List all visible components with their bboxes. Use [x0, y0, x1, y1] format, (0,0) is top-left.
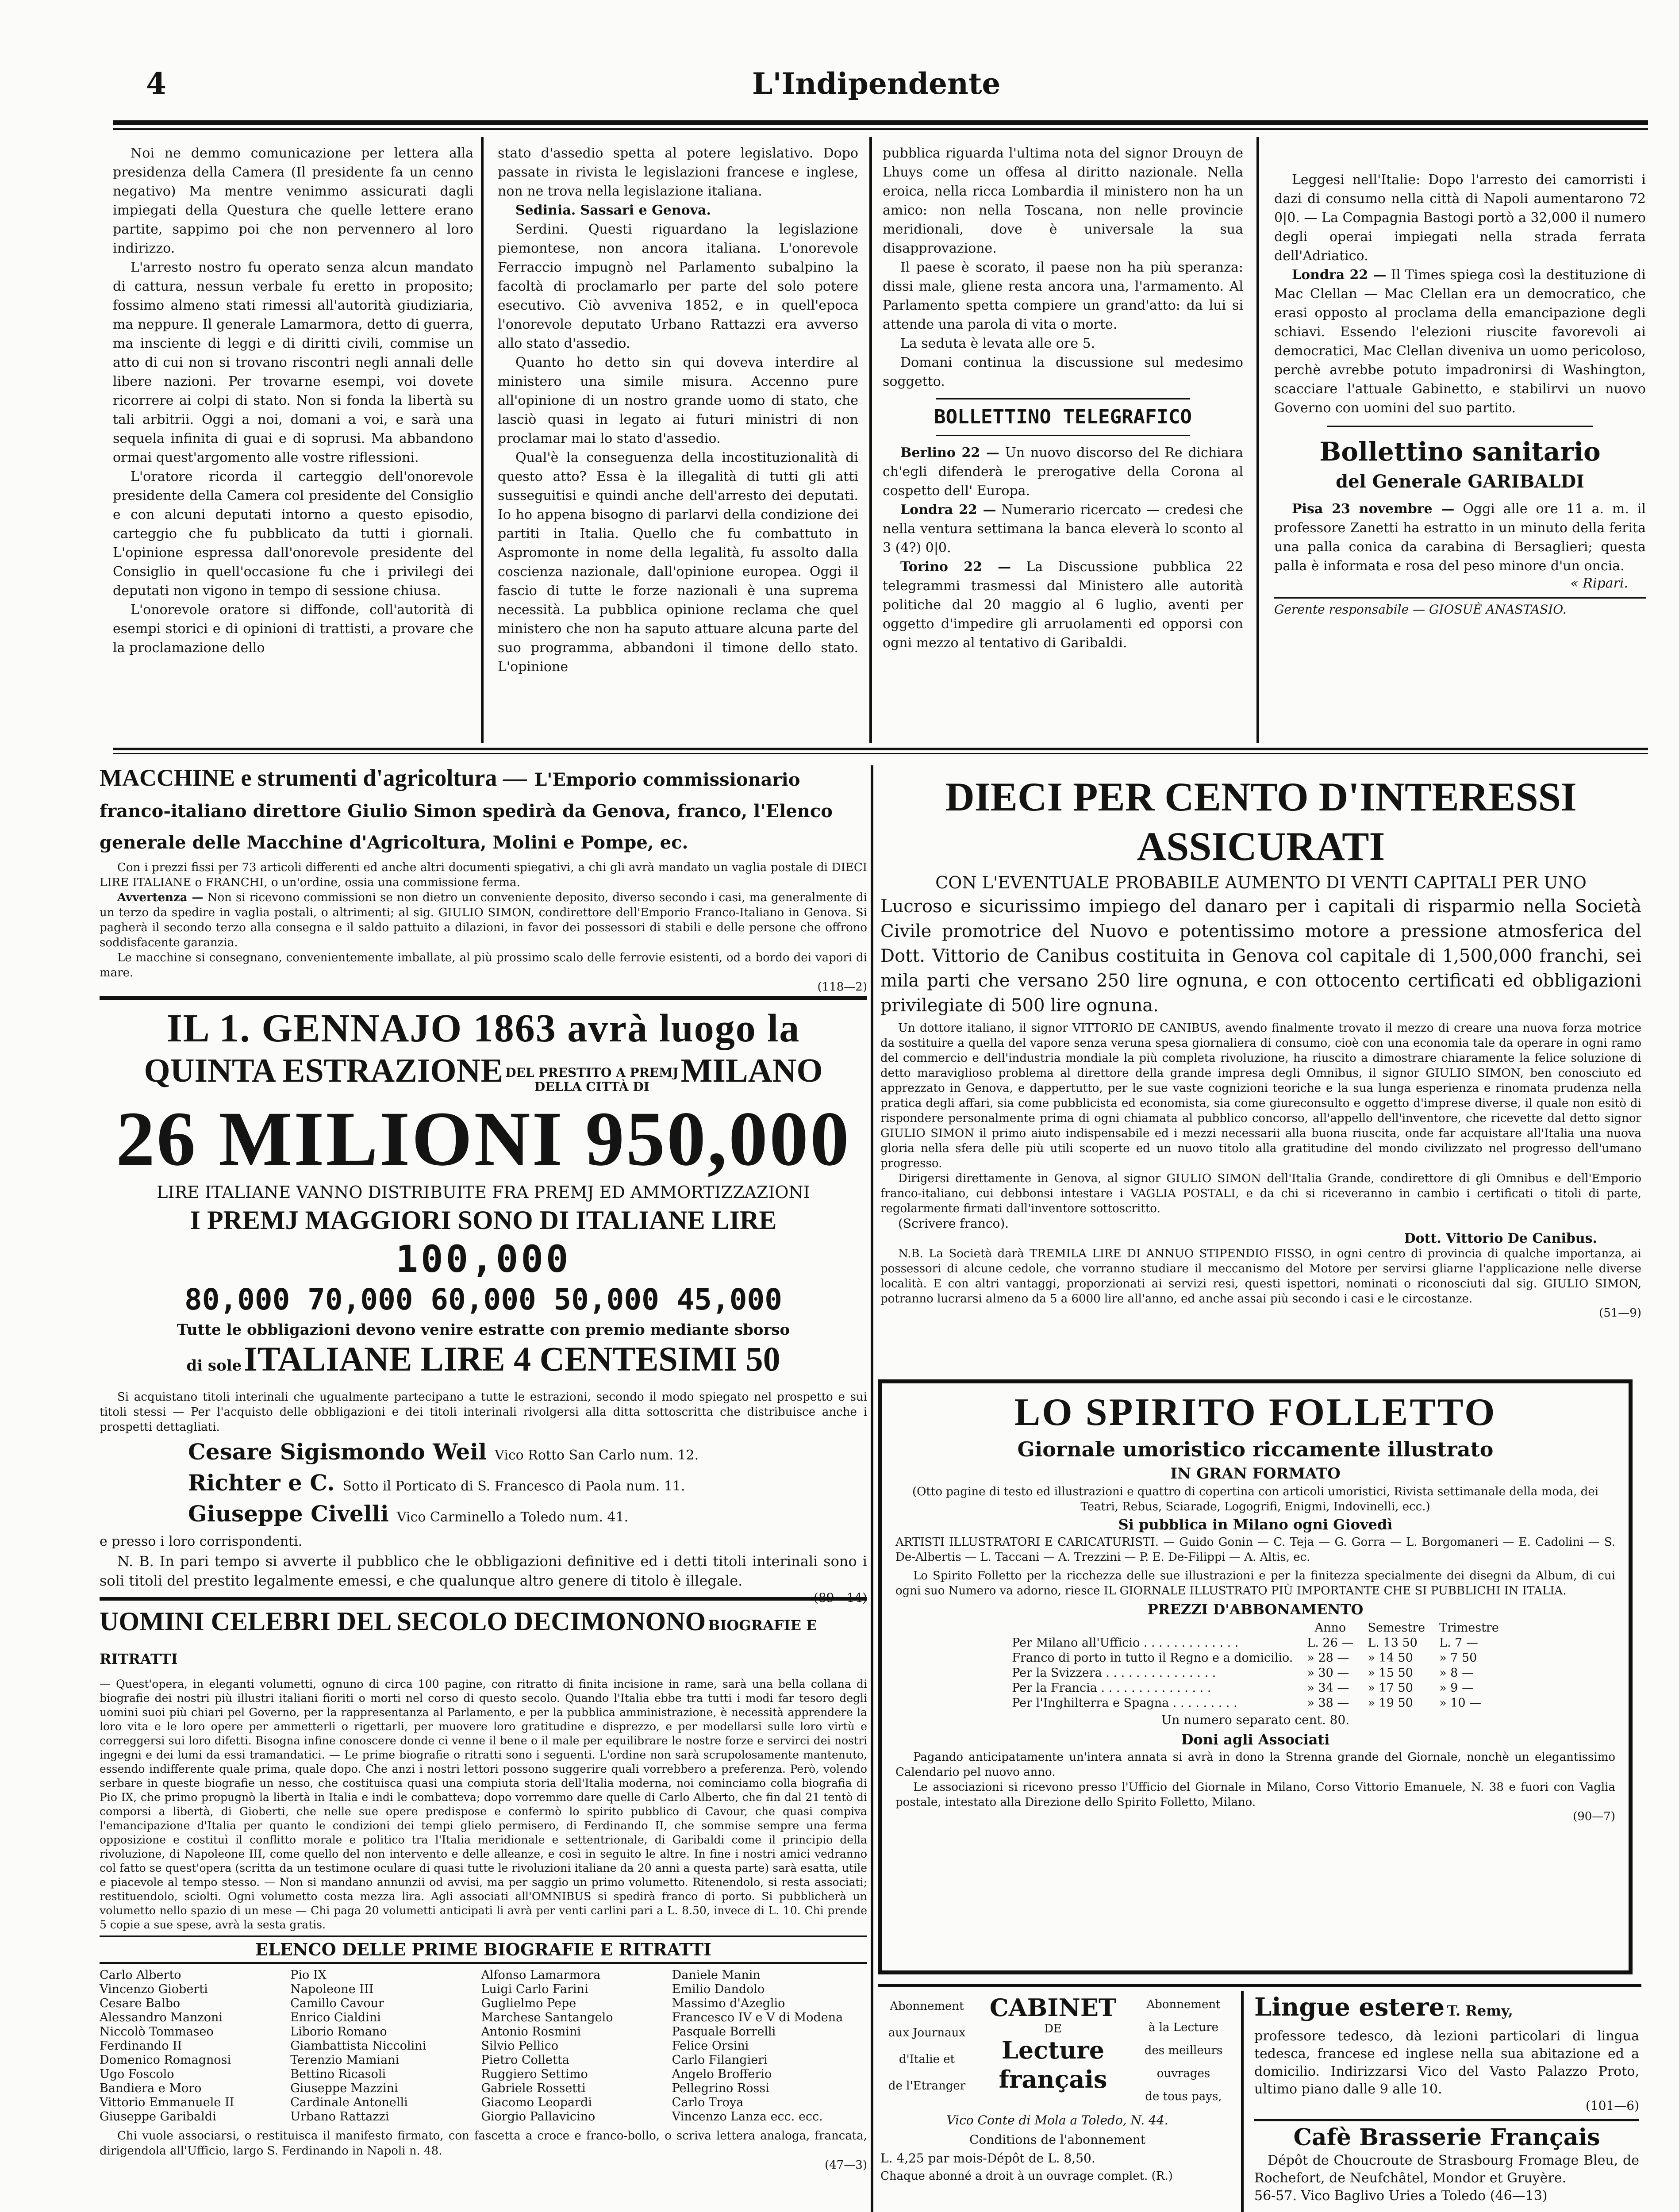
ads-divider [871, 765, 873, 2212]
spirito-title: LO SPIRITO FOLLETTO [1014, 1391, 1497, 1434]
dieci-body: Un dottore italiano, il signor VITTORIO DE CANIBUS, avendo finalmente trovato il mezzo di creare una nuova forza motrice da sostituire a quella del vapore senza veruna spesa giornaliera di consumo, cioè con una economia tale da operare in ogni ramo del commercio e dell'industria mondiale la più completa rivoluzione, ha riuscito a dimostrare chiaramente la felice soluzione di detto maraviglioso problema al direttore della grande impresa degli Omnibus, il signor GIULIO SIMON, ben conosciuto ed apprezzato in Genova, e dappertutto, per le sue vaste cognizioni teoriche e la sua lunga esperienza e rinomata prudenza nella pratica degli affari, sia come pubblicista ed economista, sia come giureconsulto e oggetto d'imprese diverse, il quale non esitò di rispondere personalmente prima di ogni chiamata al pubblico concorso, all'appello dell'inventore, che ricevette dal detto signor GIULIO SIMON il primo aiuto indispensabile ed i mezzi necessarii alla buona riuscita, onde far acquistare all'Italia una nuova gloria nella sfera delle più utili scoperte ed un nuovo titolo alla gratitudine del mondo civilizzato nel progresso dell'umano progresso. [880, 1022, 1641, 1170]
milano-line5: Tutte le obbligazioni devono venire estratte con premio mediante sborso [177, 1321, 790, 1339]
ad-spirito [878, 1379, 1633, 1974]
ad-ref: (47—3) [825, 2158, 867, 2172]
table-cell: Per Milano all'Ufficio . . . . . . . . . . . . . [1012, 1636, 1239, 1650]
list-item: Niccolò Tommaseo [100, 2025, 214, 2039]
table-row [1005, 1666, 1506, 1681]
list-item: Carlo Troya [672, 2096, 744, 2109]
spirito-body: Lo Spirito Folletto per la ricchezza delle sue illustrazioni e per la finitezza specialmente dei disegni da Album, di cui ogni suo Numero va adorno, riesce IL GIORNALE ILLUSTRATO PIÙ IMPORTANTE CHE SI PUBBLICHI IN ITALIA. [895, 1569, 1615, 1598]
paragraph: Il Times spiega così la destituzione di Mac Clellan — Mac Clellan era un democratico, che erasi opposto al proclama della emancipazione degli schiavi. Essendo l'elezioni riuscite favorevoli ai democratici, Mac Clellan diveniva un uomo pericoloso, perchè avrebbe potuto impadronirsi di Washington, scacciare l'attuale Gabinetto, e stabilirvi un nuovo Governo con uomini del suo partito. [1274, 267, 1646, 416]
cabinet-right-5: de tous pays, [1145, 2090, 1222, 2103]
table-row [1005, 1651, 1506, 1666]
list-item: Napoleone III [290, 1982, 374, 1996]
milano-corr: e presso i loro corrispondenti. [100, 1534, 303, 1549]
table-cell: » 14 50 [1368, 1651, 1413, 1665]
agent-name: Richter e C. [188, 1470, 335, 1496]
cabinet-left-2: aux Journaux [888, 2026, 966, 2039]
newspaper-title: L'Indipendente [752, 66, 1001, 101]
agent-row [188, 1439, 867, 1470]
cabinet-right-1: Abonnement [1146, 1998, 1221, 2011]
ad-macchine-end: Le macchine si consegnano, convenientemente imballate, al più prossimo scalo delle ferrovie esistenti, od a bordo dei vapori di mare. [100, 951, 867, 979]
telegram-text: La Discussione pubblica 22 telegrammi trasmessi dal Ministero alle autorità politiche dal 20 maggio al 6 luglio, aventi per oggetto d'impedire gli arruolamenti ed opporsi con ogni mezzo al tentativo di Garibaldi. [883, 559, 1243, 651]
table-cell: » 19 50 [1368, 1696, 1413, 1710]
list-item: Massimo d'Azeglio [672, 1997, 785, 2010]
ad-macchine-body: Con i prezzi fissi per 73 articoli differenti ed anche altri documenti spiegativi, a chi gli avrà mandato un vaglia postale di DIECI LIRE ITALIANE o FRANCHI, o un'ordine, ossia una commissione ferma. [100, 861, 867, 889]
ad-rule [100, 1597, 867, 1601]
milano-top-prize: 100,000 [396, 1237, 571, 1281]
list-item: Gabriele Rossetti [481, 2081, 586, 2095]
list-item: Pellegrino Rossi [672, 2081, 769, 2095]
table-cell: L. 7 — [1439, 1636, 1478, 1650]
list-item: Carlo Alberto [100, 1968, 181, 1982]
table-row [1005, 1636, 1506, 1651]
ad-macchine-lead: L'Emporio commissionario franco-italiano direttore Giulio Simon spedirà da Genova, franco, l'Elenco generale delle Macchine d'Agricoltura, Molini e Pompe, ec. [100, 769, 833, 853]
list-item: Alfonso Lamarmora [481, 1968, 601, 1982]
list-item: Pasquale Borrelli [672, 2025, 776, 2039]
cabinet-right-4: ouvrages [1156, 2067, 1210, 2080]
list-item: Cardinale Antonelli [290, 2096, 408, 2109]
page-number: 4 [146, 66, 166, 101]
uomini-elenco-title: ELENCO DELLE PRIME BIOGRAFIE E RITRATTI [100, 1936, 867, 1964]
agent-name: Cesare Sigismondo Weil [188, 1439, 487, 1465]
list-item: Giuseppe Garibaldi [100, 2110, 216, 2124]
dieci-sub: CON L'EVENTUALE PROBABILE AUMENTO DI VENTI CAPITALI PER UNO [935, 873, 1587, 892]
names-list [672, 1968, 867, 2124]
table-row [1005, 1696, 1506, 1711]
list-item: Giambattista Niccolini [290, 2039, 426, 2053]
spirito-doni: Pagando anticipatamente un'intera annata si avrà in dono la Strenna grande del Giornale, nonchè un elegantissimo Calendario pel nuovo anno. [895, 1751, 1615, 1779]
table-cell: » 38 — [1307, 1696, 1349, 1710]
ad-ref: (46—13) [1490, 2188, 1548, 2204]
column-divider [481, 137, 484, 743]
table-cell: Per la Francia . . . . . . . . . . . . . . . [1012, 1681, 1211, 1695]
cabinet-left-1: Abonnement [890, 2000, 964, 2013]
dieci-body2: Dirigersi direttamente in Genova, al signor GIULIO SIMON dell'Italia Grande, condirettore di gli Omnibus e dell'Emporio franco-italiano, cui debbonsi intestare i VAGLIA POSTALI, e da chi si riceveranno in cambio i certificati o titoli di parte, regolarmente firmati dall'inventore sottoscritto. [880, 1172, 1641, 1215]
cafe-body2: 56-57. Vico Baglivo Uries a Toledo [1254, 2188, 1486, 2204]
list-item: Cesare Balbo [100, 1997, 181, 2010]
table-cell: » 17 50 [1368, 1681, 1413, 1695]
cabinet-title-4: français [999, 2065, 1107, 2093]
spirito-sub1: Giornale umoristico riccamente illustrato [1017, 1437, 1494, 1461]
table-cell: L. 26 — [1307, 1636, 1354, 1650]
table-header-cell: Anno [1314, 1621, 1346, 1635]
cabinet-right-2: à la Lecture [1148, 2021, 1219, 2034]
list-item: Emilio Dandolo [672, 1982, 765, 1996]
table-cell: Per la Svizzera . . . . . . . . . . . . . . . [1012, 1666, 1216, 1680]
ad-macchine-title: MACCHINE e strumenti d'agricoltura — [100, 764, 527, 791]
prezzi-title: PREZZI D'ABBONAMENTO [1147, 1601, 1364, 1618]
spirito-artists: ARTISTI ILLUSTRATORI E CARICATURISTI. — Guido Gonin — C. Teja — G. Gorra — L. Borgomaneri — E. Cadolini — S. De-Albertis — L. Taccani — A. Trezzini — P. E. De-Filippi — A. Altis, ec. [895, 1536, 1615, 1564]
column-4 [1274, 170, 1646, 745]
ad-rule [1254, 2119, 1639, 2121]
cafe-body1: Dépôt de Choucroute de Strasbourg Fromage Bleu, de Rochefort, de Neufchâtel, Mondor et Gruyère. [1254, 2153, 1639, 2186]
milano-prizes: 80,000 70,000 60,000 50,000 45,000 [184, 1283, 782, 1317]
ad-ref: (118—2) [817, 980, 867, 994]
paragraph: pubblica riguarda l'ultima nota del signor Drouyn de Lhuys come un offesa al diritto nazionale. Nella eroica, nella ricca Lombardia il ministero non ha un amico: non nella Toscana, non nelle provincie meridionali, dove è universale la sua disapprovazione. [883, 146, 1243, 256]
agent-address: Sotto il Porticato di S. Francesco di Paola num. 11. [342, 1479, 685, 1494]
list-item: Vittorio Emmanuele II [100, 2096, 234, 2109]
paragraph: Leggesi nell'Italie: Dopo l'arresto dei camorristi i dazi di consumo nella città di Napoli aumentarono 72 0|0. — La Compagnia Bastogi portò a 32,000 il numero degli operai impiegati nella strada ferrata dell'Adriatico. [1274, 172, 1646, 264]
paragraph: L'oratore ricorda il carteggio dell'onorevole presidente della Camera col presidente del Consiglio e con alcuni deputati intorno a questo episodio, carteggio che fu pubblicato da tutti i giornali. L'opinione espressa dall'onorevole presidente del Consiglio in quell'occasione fu che i privilegi dei deputati non vigono in tempo di sessione chiusa. [113, 469, 473, 599]
news-place: Londra 22 — [1292, 267, 1387, 283]
ad-macchine-avvertenza-label: Avvertenza — [117, 891, 204, 904]
table-cell: » 30 — [1307, 1666, 1349, 1680]
table-cell: » 15 50 [1368, 1666, 1413, 1680]
names-list [100, 1968, 277, 2124]
names-list [481, 1968, 658, 2124]
agent-row [188, 1470, 867, 1501]
cabinet-address: Vico Conte di Mola a Toledo, N. 44. [946, 2113, 1168, 2128]
list-item: Liborio Romano [290, 2025, 387, 2039]
spirito-desc: (Otto pagine di testo ed illustrazioni e quattro di copertina con articoli umoristici, Rivista settimanale della moda, dei Teatri, Rebus, Sciarade, Logogrifi, Enigmi, Indovinelli, ecc.) [912, 1485, 1599, 1513]
column-divider [1256, 137, 1259, 743]
agent-address: Vico Carminello a Toledo num. 41. [396, 1509, 629, 1525]
cabinet-title-2: DE [1044, 2022, 1062, 2035]
spirito-assoc: Le associazioni si ricevono presso l'Ufficio del Giornale in Milano, Corso Vittorio Emanuele, N. 38 e fuori con Vaglia postale, intestato alla Direzione dello Spirito Folletto, Milano. [895, 1781, 1615, 1809]
milano-amount: 26 MILIONI 950,000 [116, 1096, 851, 1182]
list-item: Ruggiero Settimo [481, 2067, 588, 2081]
list-item: Domenico Romagnosi [100, 2053, 231, 2067]
paragraph: Noi ne demmo comunicazione per lettera alla presidenza della Camera (Il presidente fa un cenno negativo) Ma mentre venimmo assicurati dagli impiegati della Questura che quelle lettere erano partite, sappimo poi che non pervennero al loro indirizzo. [113, 146, 473, 256]
column-1 [113, 144, 473, 732]
paragraph: L'onorevole oratore si diffonde, coll'autorità di esempi storici e di opinioni di trattisti, a provare che la proclamazione dello [113, 602, 473, 656]
spirito-pub: Si pubblica in Milano ogni Giovedì [1118, 1516, 1393, 1533]
milano-line6a: di sole [186, 1357, 242, 1375]
telegram-text: Un nuovo discorso del Re dichiara ch'egli difenderà le prerogative della Corona al cospetto dell' Europa. [883, 445, 1243, 499]
list-item: Bandiera e Moro [100, 2081, 202, 2095]
lingue-name: T. Remy, [1447, 2002, 1513, 2019]
ad-macchine-avvertenza: Non si ricevono commissioni se non dietro un conveniente deposito, diverso secondo i casi, ma generalmente di un terzo da spedire in vaglia postali, o altrimenti; al sig. GIULIO SIMON, condirettore dell'Emporio Franco-Italiano in Genova. Si pagherà il secondo terzo alla consegna e il saldo pattuito a dilazioni, in favor dei possessori di stabili e delle persone che offrono soddisfacente garanzia. [100, 891, 867, 949]
ad-dieci [880, 772, 1641, 1367]
table-cell: Franco di porto in tutto il Regno e a domicilio. [1012, 1651, 1293, 1665]
paragraph: Qual'è la conseguenza della incostituzionalità di questo atto? Essa è la illegalità di tutti gli atti susseguitisi e quindi anche dell'arresto dei deputati. Io ho appena bisogno di parlarvi della condizione dei partiti in Italia. Quello che fu combattuto in Aspromonte in nome della legalità, fu assolto dalla coscienza nazionale, dall'opinione europea. Oggi il fascio di tutte le forze nazionali è una suprema necessità. La pubblica opinione reclama che quel ministero che non ha saputo attuare alcuna parte del suo programma, abbandoni il timone dello stato. L'opinione [498, 450, 858, 675]
telegram-place: Berlino 22 — [900, 445, 999, 461]
bollettino-title: BOLLETTINO TELEGRAFICO [934, 406, 1192, 428]
list-item: Vincenzo Lanza ecc. ecc. [672, 2110, 823, 2124]
cabinet-l2: Chaque abonné a droit à un ouvrage complet. (R.) [880, 2170, 1173, 2183]
cabinet-title-1: CABINET [989, 1993, 1117, 2022]
table-cell: » 28 — [1307, 1651, 1349, 1665]
list-item: Daniele Manin [672, 1968, 761, 1982]
dieci-nb: N.B. La Società darà TREMILA LIRE DI ANNUO STIPENDIO FISSO, in ogni centro di provincia di qualche importanza, ai possessori di alcune cedole, che vorranno studiare il meccanismo del Motore per servirsi gliarne l'applicazione nelle diverse località. E con altri vantaggi, proporzionati ai servizi resi, questi ispettori, nominati o riconosciuti dal sig. GIULIO SIMON, potranno lucrarsi almeno da 5 a 6000 lire all'anno, ed anche assai più secondo i casi e le circostanze. [880, 1247, 1641, 1306]
section-rule [113, 748, 1648, 750]
list-item: Giorgio Pallavicino [481, 2110, 596, 2124]
ad-milano [100, 1004, 867, 1588]
ad-rule [100, 996, 867, 1000]
gerente: Gerente responsabile — GIOSUÈ ANASTASIO. [1274, 602, 1567, 617]
header-rule-thin [113, 128, 1648, 130]
table-header-cell: Semestre [1368, 1621, 1425, 1635]
sanitario-text: Oggi alle ore 11 a. m. il professore Zanetti ha estratto in un minuto della ferita una palla conica da carabina di Bersaglieri; questa palla è informata e rosa del peso minore d'un oncia. [1274, 501, 1646, 574]
cabinet-cond: Conditions de l'abonnement [969, 2132, 1146, 2147]
list-item: Angelo Brofferio [672, 2067, 772, 2081]
column-3 [883, 144, 1243, 737]
lingue-title: Lingue estere [1254, 1993, 1445, 2022]
table-cell: » 7 50 [1439, 1651, 1477, 1665]
dieci-sign: Dott. Vittorio De Canibus. [1404, 1231, 1597, 1246]
paragraph: Serdini. Questi riguardano la legislazione piemontese, non ancora italiana. L'onorevole Ferraccio impugnò nel Parlamento subalpino la facoltà di proclamarlo per parte del solo potere esecutivo. Ciò avveniva 1852, e in quell'epoca l'onorevole deputato Urbano Rattazzi era avverso allo stato d'assedio. [498, 222, 858, 351]
paragraph: Sedinia. Sassari e Genova. [515, 203, 711, 218]
cabinet-l1: L. 4,25 par mois-Dépôt de L. 8,50. [880, 2151, 1095, 2166]
table-row [1005, 1681, 1506, 1696]
milano-line4: I PREMJ MAGGIORI SONO DI ITALIANE LIRE [190, 1206, 777, 1235]
uomini-title: UOMINI CELEBRI DEL SECOLO DECIMONONO [100, 1607, 706, 1636]
cabinet-right-3: des meilleurs [1144, 2044, 1223, 2057]
cabinet-left-3: d'Italie et [899, 2053, 955, 2066]
list-item: Pietro Colletta [481, 2053, 569, 2067]
telegram-text: Numerario ricercato — credesi che nella ventura settimana la banca eleverà lo sconto al 3 (4?) 0|0. [883, 502, 1243, 556]
column-divider [869, 137, 872, 743]
cafe-title: Cafè Brasserie Français [1293, 2124, 1600, 2151]
list-item: Ugo Foscolo [100, 2067, 174, 2081]
milano-body: Si acquistano titoli interinali che ugualmente partecipano a tutte le estrazioni, secondo il modo spiegato nel prospetto e sui titoli stessi — Per l'acquisto delle obbligazioni e dei titoli interinali rivolgersi alla ditta sottoscritta che distribuisce anche i prospetti dettagliati. [100, 1390, 867, 1434]
milano-agents [188, 1439, 867, 1532]
paragraph: La seduta è levata alle ore 5. [900, 336, 1095, 351]
list-item: Ferdinando II [100, 2039, 182, 2053]
lingue-body: professore tedesco, dà lezioni particolari di lingua tedesca, francese ed inglese nella sua abitazione ed a domicilio. Indirizzarsi Vico del Vasto Palazzo Proto, ultimo piano dalle 9 alle 10. [1254, 2028, 1639, 2097]
table-cell: » 34 — [1307, 1681, 1349, 1695]
table-cell: » 9 — [1439, 1681, 1474, 1695]
sanitario-subtitle: del Generale GARIBALDI [1336, 471, 1584, 492]
doni-title: Doni agli Associati [1181, 1731, 1330, 1748]
agent-name: Giuseppe Civelli [188, 1501, 389, 1527]
dieci-lead: Lucroso e sicurissimo impiego del danaro per i capitali di risparmio nella Società Civile promotrice del Nuovo e potentissimo motore a pressione atmosferica del Dott. Vittorio de Canibus costituita in Genova col capitale di 1,500,000 franchi, sei mila parti che versano 250 lire ognuna, e con ottocento certificati ed obbligazioni privilegiate di 500 lire ognuna. [880, 896, 1641, 1016]
list-item: Giacomo Leopardi [481, 2096, 592, 2109]
paragraph: Domani continua la discussione sul medesimo soggetto. [883, 355, 1243, 389]
prezzi-table [1005, 1621, 1506, 1711]
milano-line2a: QUINTA ESTRAZIONE [144, 1052, 503, 1089]
ad-rule [878, 1984, 1641, 1987]
milano-line2c: MILANO [680, 1052, 823, 1089]
ads-divider [1241, 1991, 1244, 2212]
table-cell: » 10 — [1439, 1696, 1482, 1710]
milano-line6b: ITALIANE LIRE 4 CENTESIMI 50 [244, 1340, 780, 1378]
ad-macchine [100, 763, 867, 1015]
header-rule [113, 120, 1648, 125]
table-header-cell: Trimestre [1439, 1621, 1499, 1635]
ad-cabinet [880, 1993, 1234, 2212]
milano-line2b2: DELLA CITTÀ DI [534, 1079, 649, 1094]
table-cell: Per l'Inghilterra e Spagna . . . . . . . . . [1012, 1696, 1237, 1710]
milano-line1: IL 1. GENNAJO 1863 avrà luogo la [166, 1006, 800, 1050]
table-header-cell [1005, 1621, 1300, 1636]
paragraph: stato d'assedio spetta al potere legislativo. Dopo passate in rivista le legislazioni francese e inglese, non ne trova nella legislazione italiana. [498, 146, 858, 199]
telegram-place: Londra 22 — [900, 502, 996, 518]
names-list [290, 1968, 468, 2124]
ad-ref: (51—9) [1599, 1306, 1641, 1320]
list-item: Alessandro Manzoni [100, 2011, 223, 2024]
uomini-body: — Quest'opera, in eleganti volumetti, ognuno di circa 100 pagine, con ritratto di finita incisione in rame, sarà una bella collana di biografie dei nostri più illustri italiani fioriti o morti nel corso di questo secolo. Quando l'Italia ebbe tra tutti i modi far tesoro degli uomini suoi più chiari pel Governo, per la rappresentanza al Parlamento, e per la pubblica amministrazione, è necessità apprendere la loro vita e le loro opere per ammetterli o rigettarli, per muovere loro gratitudine e disprezzo, e per modellarsi sulle loro virtù e correggersi sui loro difetti. Bisogna infine conoscere donde ci venne il bene o il male per equilibrare le nostre forze e servirci dei nostri ingegni e dei lumi da essi tramandatici. — Le prime biografie o ritratti sono i seguenti. L'ordine non sarà scrupolosamente mantenuto, essendo indifferente quale prima, quale dopo. Che anzi i nostri lettori possono suggerire quali vorrebbero a preferenza. Però, volendo serbare in queste biografie un nesso, che costituisca quasi una compiuta storia dell'Italia moderna, noi cominciamo colla biografia di Pio IX, che primo propugnò la libertà in Italia e indi le combatteva; dopo vorremmo dare quelle di Carlo Alberto, che fin dal 21 tentò di comporsi a libertà, di Gioberti, che nelle sue opere predispose e confermò lo spirito pubblico di Cavour, che quasi compiva l'emancipazione d'Italia per quanto le condizioni dei tempi glielo permisero, di Ferdinando II, che sommise sempre una ferma opposizione e costituì il conflitto morale e politico tra l'Italia meridionale e settentrionale, di Garibaldi come il principio della rivoluzione, di Napoleone III, come quello del non intervento e delle alleanze, e così in seguito le altre. In fine i nostri amici vedranno col fatto se quest'opera (scritta da un testimone oculare di quasi tutte le rivoluzioni italiane da 20 anni a questa parte) sarà esatta, utile e piacevole al tempo stesso. — Non si mandano annunzii od avvisi, ma per saggio un primo volumetto. Ritenendolo, si resta associati; restituendolo, sciolti. Ogni volumetto costa mezza lira. Agli associati all'OMNIBUS si spedirà franco di porto. Si pubblicherà un volumetto nello spazio di un mese — Chi paga 20 volumetti anticipati li avrà per venti carlini pari a L. 8.50, invece di L. 10. Chi prende 5 copie a sue spese, avrà la sesta gratis. [100, 1678, 867, 1931]
paragraph: L'arresto nostro fu operato senza alcun mandato di cattura, nessun verbale fu eretto in proposito; fossimo almeno stati rimessi all'autorità giudiziaria, ma neppure. Il generale Lamarmora, detto di guerra, ma insciente di leggi e di diritti civili, commise un atto di cui non si trovano riscontri negli annali delle libere nazioni. Per trovarne esempi, voi dovete ricorrere ai colpi di stato. Non si fonda la libertà su tali arbitrii. Oggi a noi, domani a voi, e sarà una sequela infinita di guai e di soprusi. Ma abbandono ormai quest'argomento alle vostre riflessioni. [113, 260, 473, 465]
paragraph: Il paese è scorato, il paese non ha più speranza: dissi male, gliene resta ancora una, l'armamento. Al Parlamento spetta compiere un grand'atto: da lui si attende una parola di vita o morte. [883, 260, 1243, 332]
list-item: Terenzio Mamiani [290, 2053, 400, 2067]
list-item: Luigi Carlo Farini [481, 1982, 588, 1996]
dieci-scrivere: (Scrivere franco). [898, 1216, 1009, 1231]
list-item: Vincenzo Gioberti [100, 1982, 208, 1996]
milano-line2b1: DEL PRESTITO A PREMJ [505, 1065, 679, 1080]
ad-lingue [1254, 1993, 1639, 2117]
spirito-sub2: IN GRAN FORMATO [1170, 1465, 1341, 1482]
list-item: Camillo Cavour [290, 1997, 384, 2010]
ad-uomini [100, 1606, 867, 2212]
ad-ref: (90—7) [1573, 1810, 1615, 1823]
list-item: Carlo Filangieri [672, 2053, 768, 2067]
agent-row [188, 1501, 867, 1532]
list-item: Giuseppe Mazzini [290, 2081, 398, 2095]
table-cell: L. 13 50 [1368, 1636, 1418, 1650]
section-rule-thin [113, 753, 1648, 754]
telegram-place: Torino 22 — [900, 559, 1011, 575]
list-item: Bettino Ricasoli [290, 2067, 386, 2081]
list-item: Antonio Rosmini [481, 2025, 581, 2039]
dieci-title: DIECI PER CENTO D'INTERESSI ASSICURATI [945, 774, 1577, 869]
list-item: Silvio Pellico [481, 2039, 559, 2053]
list-item: Felice Orsini [672, 2039, 749, 2053]
list-item: Marchese Santangelo [481, 2011, 613, 2024]
milano-line3: LIRE ITALIANE VANNO DISTRIBUITE FRA PREMJ ED AMMORTIZZAZIONI [157, 1183, 810, 1202]
sanitario-title: Bollettino sanitario [1319, 437, 1601, 467]
cabinet-title-3: Lecture [1001, 2036, 1105, 2064]
sanitario-sign: « Ripari. [1570, 576, 1628, 591]
ad-ref: (101—6) [1585, 2098, 1639, 2113]
list-item: Guglielmo Pepe [481, 1997, 576, 2010]
cabinet-left-4: de l'Etranger [888, 2079, 966, 2093]
spirito-numero: Un numero separato cent. 80. [1161, 1713, 1350, 1727]
list-item: Urbano Rattazzi [290, 2110, 389, 2124]
column-2 [498, 144, 858, 732]
table-cell: » 8 — [1439, 1666, 1474, 1680]
uomini-footer: Chi vuole associarsi, o restituisca il manifesto firmato, con fascetta a croce e franco-bollo, o scriva lettera analoga, francata, dirigendola all'Ufficio, largo S. Ferdinando in Napoli n. 48. [100, 2129, 867, 2158]
list-item: Pio IX [290, 1968, 327, 1982]
sanitario-place: Pisa 23 novembre — [1292, 501, 1455, 517]
milano-nb: N. B. In pari tempo si avverte il pubblico che le obbligazioni definitive ed i detti titoli interinali sono i soli titoli del prestito legalmente emessi, e che qualunque altro genere di titolo è illegale. [100, 1553, 867, 1589]
list-item: Francesco IV e V di Modena [672, 2011, 843, 2024]
agent-address: Vico Rotto San Carlo num. 12. [495, 1448, 699, 1463]
list-item: Enrico Cialdini [290, 2011, 381, 2024]
paragraph: Quanto ho detto sin qui doveva interdire al ministero una simile misura. Accenno pure all'opinione di un nostro grande uomo di stato, che lasciò quasi in legato ai futuri ministri di non proclamar mai lo stato d'assedio. [498, 355, 858, 446]
uomini-subtitle: BIOGRAFIE E RITRATTI [100, 1617, 817, 1667]
ad-cafe [1254, 2124, 1639, 2212]
